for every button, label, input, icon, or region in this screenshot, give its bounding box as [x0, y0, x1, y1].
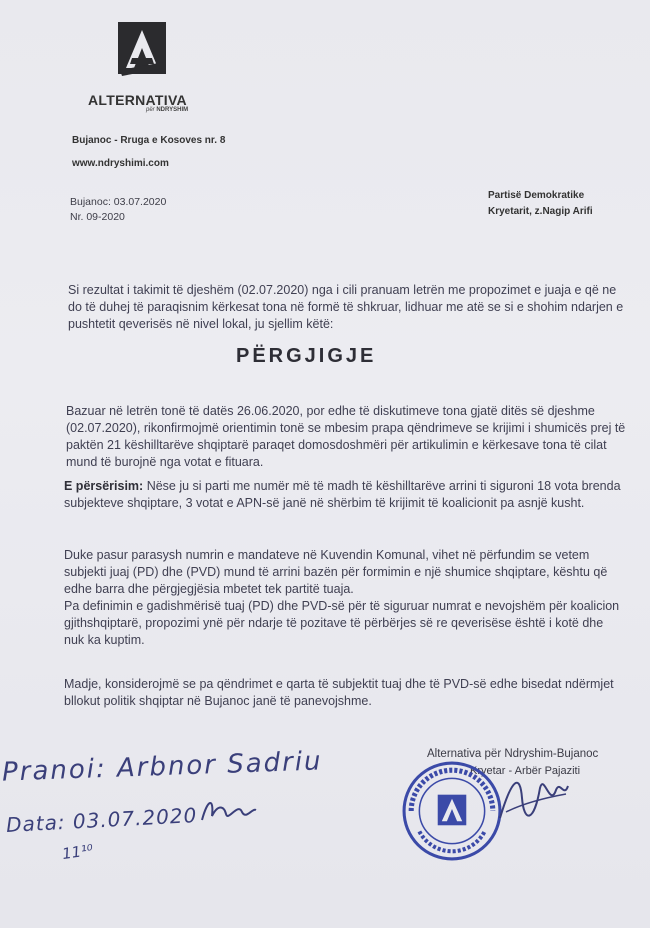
alternativa-logo-icon: [112, 18, 172, 88]
brand-subtitle: për NDRYSHIM: [146, 107, 189, 113]
handwritten-signature-icon: [492, 768, 572, 828]
received-by-note: Pranoi: Arbnor Sadriu: [1, 746, 324, 788]
recipient-person: Kryetarit, z.Nagip Arifi: [488, 206, 593, 217]
received-date-note: Data: 03.07.2020: [5, 803, 198, 837]
initials-icon: [198, 794, 260, 828]
signature-org: Alternativa për Ndryshim-Bujanoc: [427, 748, 599, 760]
brand-name: ALTERNATIVA: [88, 92, 187, 108]
letter-date: Bujanoc: 03.07.2020: [70, 196, 167, 208]
recipient: [488, 188, 593, 220]
paragraph-1: Bazuar në letrën tonë të datës 26.06.2020, por edhe të diskutimeve tona gjatë ditës së djeshme (02.07.2020), rikonfirmojmë orientimin tonë se mbesim prapa qëndrimeve se krijimi i shumicës prej të paktën 21 këshilltarëve shqiptarë paraqet domosdoshmëri për artikulimin e kërkesave tona të cilat mund të burojnë nga votat e fituara.: [66, 404, 626, 469]
letter-title: PËRGJIGJE: [236, 345, 377, 367]
received-time-note: 11¹⁰: [60, 840, 95, 864]
paragraph-4: Madje, konsiderojmë se pa qëndrimet e qarta të subjektit tuaj dhe të PVD-së edhe bisedat ndërmjet bllokut politik shqiptar në Bujanoc janë të panevojshme.: [64, 677, 614, 708]
website: www.ndryshimi.com: [72, 158, 169, 169]
address: Bujanoc - Rruga e Kosoves nr. 8: [72, 135, 226, 146]
round-stamp-icon: [401, 760, 503, 862]
recipient-party: Partisë Demokratike: [488, 190, 585, 201]
paragraph-2-lead: E përsërisim:: [64, 479, 144, 493]
paragraph-3: Duke pasur parasysh numrin e mandateve në Kuvendin Komunal, vihet në përfundim se vetem subjekti juaj (PD) dhe (PVD) mund të arrini bazën për formimin e një shumice shqiptare, kështu që edhe barra dhe përgjegjësia mbetet tek partitë tuaja. Pa definimin e gadishmërisë tuaj (PD) dhe PVD-së për të siguruar numrat e nevojshëm për koalicion gjithshqiptarë, propozimi ynë për ndarje të pozitave të përbërjes së re qeverisëse është i kotë dhe nuk ka kuptim.: [64, 548, 620, 647]
paragraph-2: E përsërisim: Nëse ju si parti me numër më të madh të këshilltarëve arrini ti siguroni 18 vota brenda subjekteve shqiptare, 3 votat e APN-së janë në shërbim të krijimit të koalicionit pa asnjë kusht.: [64, 479, 621, 510]
letter-number: Nr. 09-2020: [70, 211, 125, 223]
intro-paragraph: Si rezultat i takimit të djeshëm (02.07.2020) nga i cili pranuam letrën me propozimet e juaja e që ne do të duhej të paraqisnim kërkesat tona në formë të shkruar, lidhuar me atë se si e shohim ndarjen e pushtetit qeverisës në nivel lokal, ju sjellim këtë:: [68, 283, 624, 331]
signature-name: Kryetar - Arbër Pajaziti: [470, 765, 581, 777]
letter-meta: [70, 195, 166, 225]
